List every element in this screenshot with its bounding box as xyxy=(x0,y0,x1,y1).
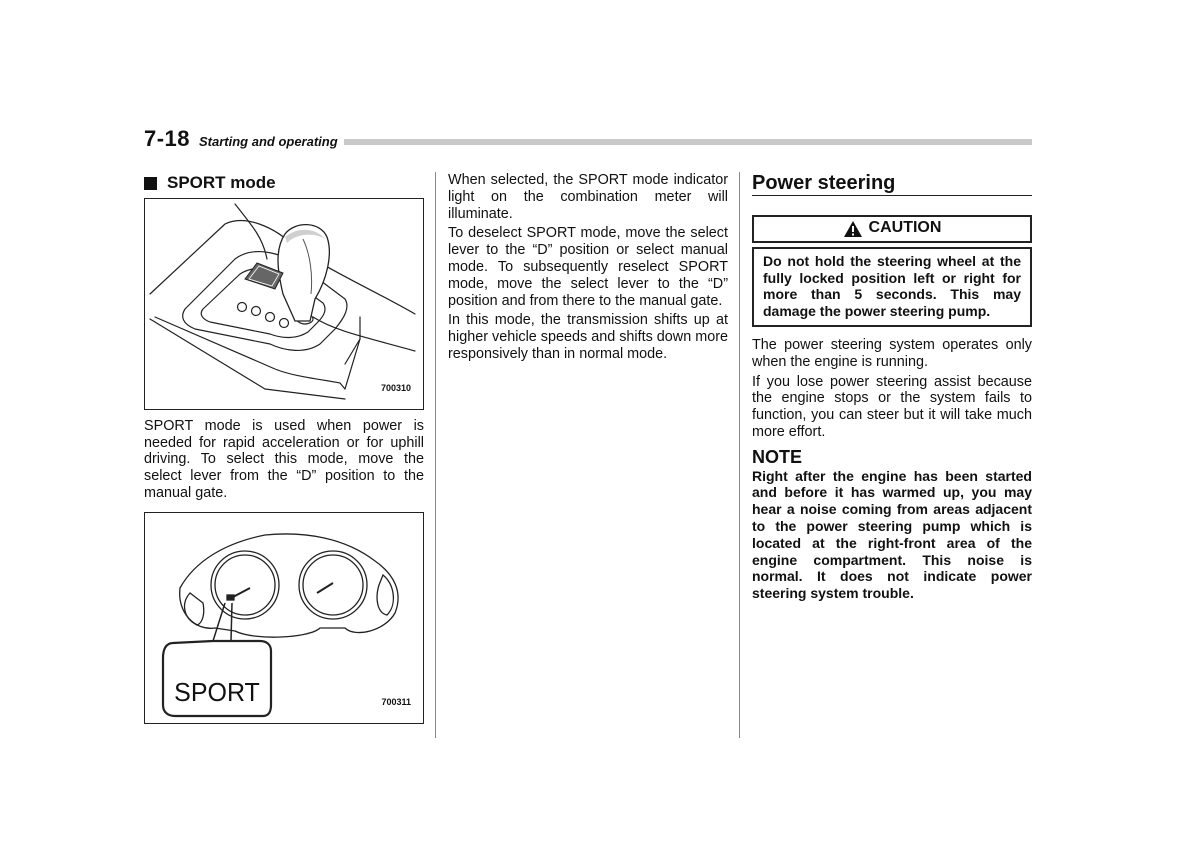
paragraph: If you lose power steering assist because the engine stops or the system fails to function, you can steer but it will take much more effort. xyxy=(752,373,1032,440)
paragraph: To deselect SPORT mode, move the select lever to the “D” position or select manual mode. To subsequently reselect SPORT mode, move the select lever to the “D” position and from there to the manual gate. xyxy=(448,225,728,309)
note-text: Right after the engine has been started and before it has warmed up, you may hear a noise coming from areas adjacent to the power steering pump which is located at the right-front area of the engine compartment. This noise is normal. It does not indicate power steering system trouble. xyxy=(752,467,1032,602)
page-header xyxy=(144,126,1032,152)
figure-combination-meter xyxy=(144,512,424,724)
sport-mode-heading xyxy=(144,175,424,192)
column-right xyxy=(752,172,1032,602)
paragraph: The power steering system operates only when the engine is running. xyxy=(752,336,1032,370)
sport-mode-heading-text: SPORT mode xyxy=(167,173,276,192)
figure-select-lever xyxy=(144,198,424,410)
figure-code: 700311 xyxy=(381,696,411,707)
power-steering-heading: Power steering xyxy=(752,175,1032,196)
caution-header xyxy=(752,215,1032,243)
figure-code: 700310 xyxy=(380,383,411,393)
column-left xyxy=(144,172,424,724)
square-bullet-icon xyxy=(144,177,157,190)
caution-text: Do not hold the steering wheel at the fully locked position left or right for more than 5 seconds. This may damage the power steering pump. xyxy=(752,247,1032,327)
paragraph: In this mode, the transmission shifts up at higher vehicle speeds and shifts down more responsively than in normal mode. xyxy=(448,312,728,362)
header-rule xyxy=(344,139,1032,145)
paragraph: When selected, the SPORT mode indicator light on the combination meter will illuminate. xyxy=(448,172,728,222)
column-divider xyxy=(435,172,436,738)
page-number: 7-18 xyxy=(144,126,191,151)
note-title: NOTE xyxy=(752,446,803,467)
column-middle xyxy=(448,172,728,366)
caution-title: CAUTION xyxy=(868,219,942,237)
warning-triangle-icon xyxy=(843,220,863,238)
section-title: Starting and operating xyxy=(199,134,338,149)
column-divider xyxy=(739,172,740,738)
paragraph: SPORT mode is used when power is needed for rapid acceleration or for uphill driving. To select this mode, move the select lever from the “D” position to the manual gate. xyxy=(144,417,424,501)
select-lever-illustration xyxy=(145,199,425,411)
sport-indicator-label: SPORT xyxy=(174,678,260,707)
combination-meter-illustration xyxy=(145,513,425,725)
